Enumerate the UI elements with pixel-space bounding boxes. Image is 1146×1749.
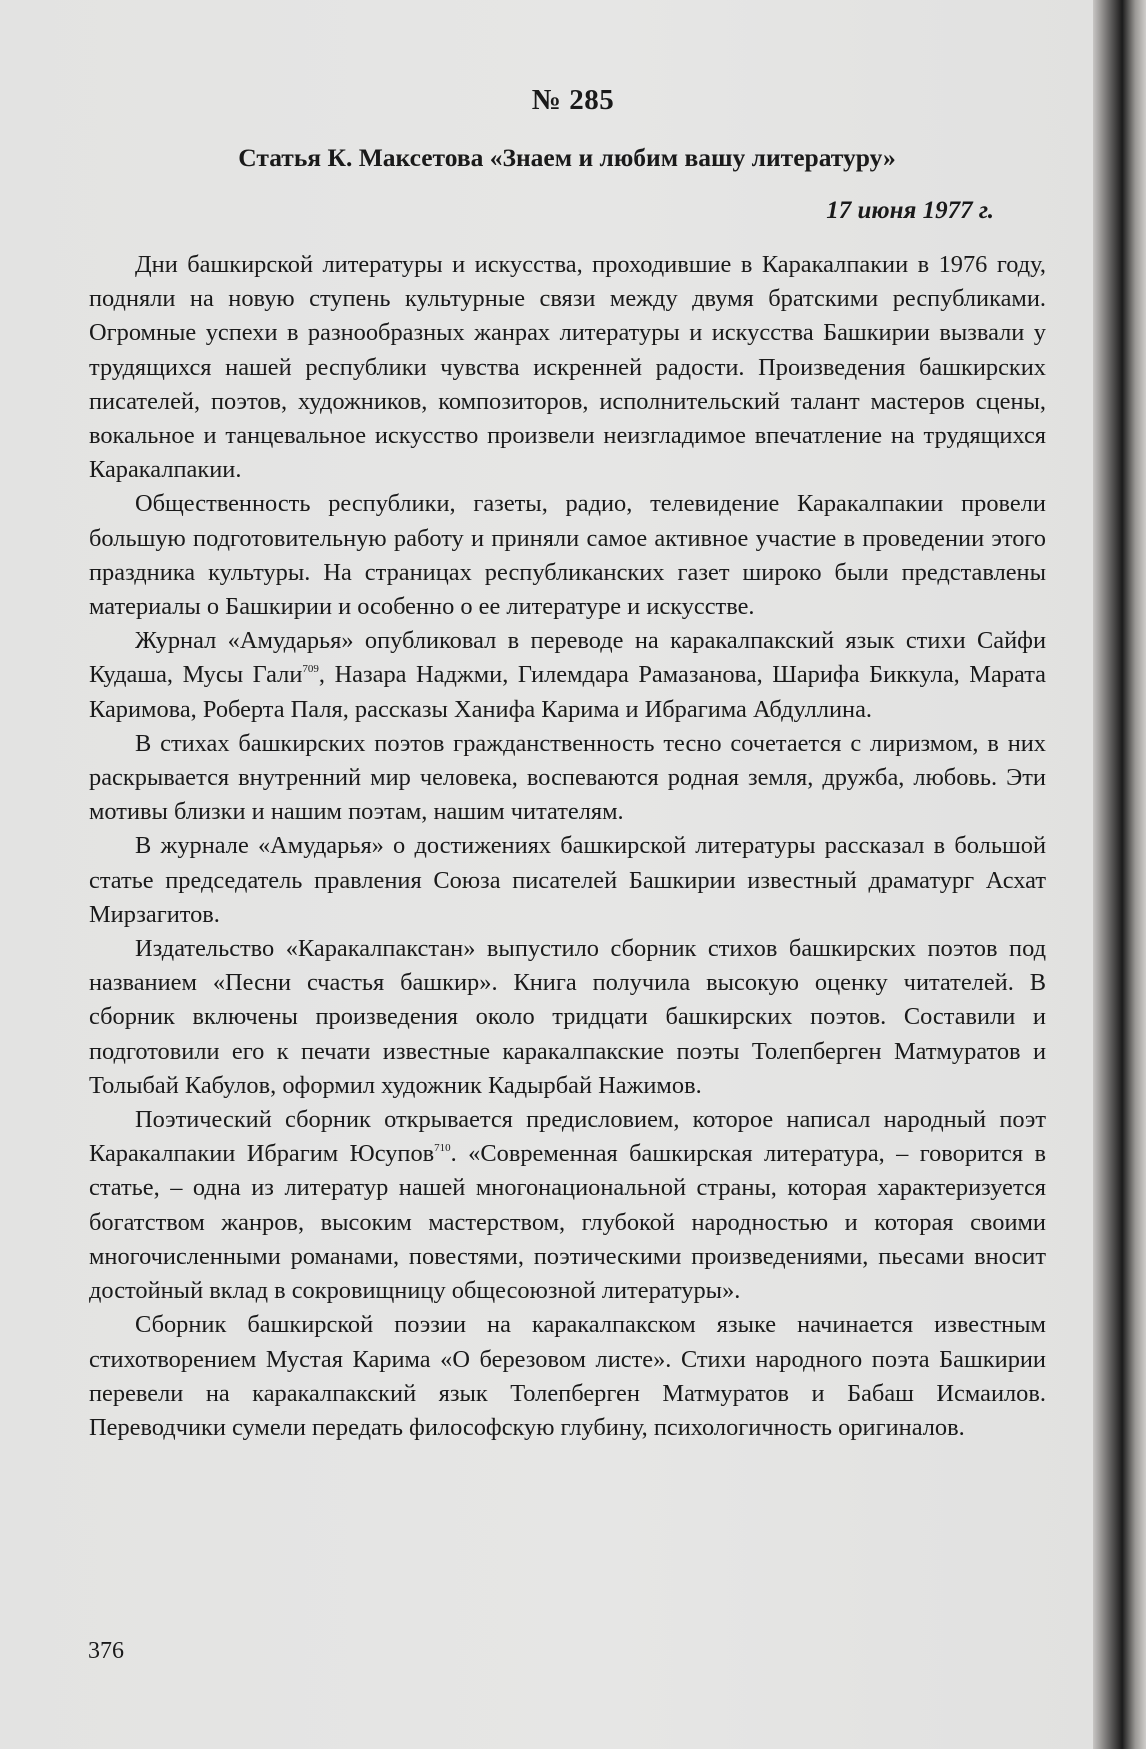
document-title: Статья К. Максетова «Знаем и любим вашу литературу» (238, 143, 896, 172)
paragraph-4: В стихах башкирских поэтов гражданственность тесно сочетается с лиризмом, в них раскрывается внутренний мир человека, воспеваются родная земля, дружба, любовь. Эти мотивы близки и нашим поэтам, нашим читателям. (89, 729, 1046, 826)
footnote-marker-709: 709 (302, 663, 319, 676)
paragraph-1: Дни башкирской литературы и искусства, проходившие в Каракалпакии в 1976 году, подняли на новую ступень культурные связи между двумя братскими республиками. Огромные успехи в разнообразных жанрах литературы и искусства Башкирии вызвали у трудящихся нашей республики чувства искренней радости. Произведения башкирских писателей, поэтов, художников, композиторов, исполнительский талант мастеров сцены, вокальное и танцевальное искусство произвели неизгладимое впечатление на трудящихся Каракалпакии. (89, 251, 1046, 484)
paragraph-8: Сборник башкирской поэзии на каракалпакском языке начинается известным стихотворением Мустая Карима «О березовом листе». Стихи народного поэта Башкирии перевели на каракалпакский язык Толепберген Матмуратов и Бабаш Исмаилов. Переводчики сумели передать философскую глубину, психологичность оригиналов. (89, 1311, 1046, 1441)
paragraph-5: В журнале «Амударья» о достижениях башкирской литературы рассказал в большой статье председатель правления Союза писателей Башкирии известный драматург Асхат Мирзагитов. (89, 832, 1046, 928)
document-date: 17 июня 1977 г. (826, 197, 994, 224)
document-number: № 285 (531, 84, 615, 116)
footnote-marker-710: 710 (434, 1142, 451, 1155)
paragraph-7 (89, 1103, 1046, 1308)
paragraph-3-text-start: Журнал «Амударья» опубликовал в переводе на каракалпакский язык стихи Сайфи Кудаша, Мусы Гали (89, 627, 1046, 689)
paragraph-7-text-end: . «Современная башкирская литература, – говорится в статье, – одна из литератур нашей многонациональной страны, которая характеризуется богатством жанров, высоким мастерством, глубокой народностью и которая своими многочисленными романами, повестями, поэтическими произведениями, пьесами вносит достойный вклад в сокровищницу общесоюзной литературы». (89, 1140, 1046, 1305)
page-number: 376 (88, 1638, 124, 1664)
article-body (89, 248, 1046, 1445)
paragraph-2: Общественность республики, газеты, радио, телевидение Каракалпакии провели большую подготовительную работу и приняли самое активное участие в проведении этого праздника культуры. На страницах республиканских газет широко были представлены материалы о Башкирии и особенно о ее литературе и искусстве. (89, 490, 1046, 621)
book-spine-edge (1093, 0, 1146, 1749)
paragraph-6: Издательство «Каракалпакстан» выпустило сборник стихов башкирских поэтов под названием «Песни счастья башкир». Книга получила высокую оценку читателей. В сборник включены произведения около тридцати башкирских поэтов. Составили и подготовили его к печати известные каракалпакские поэты Толепберген Матмуратов и Толыбай Кабулов, оформил художник Кадырбай Нажимов. (89, 935, 1046, 1099)
paragraph-3-text-end: , Назара Наджми, Гилемдара Рамазанова, Шарифа Биккула, Марата Каримова, Роберта Паля, рассказы Ханифа Карима и Ибрагима Абдуллина. (89, 661, 1046, 723)
paragraph-7-text-start: Поэтический сборник открывается предисловием, которое написал народный поэт Каракалпакии Ибрагим Юсупов (89, 1106, 1046, 1168)
paragraph-3 (89, 624, 1046, 727)
